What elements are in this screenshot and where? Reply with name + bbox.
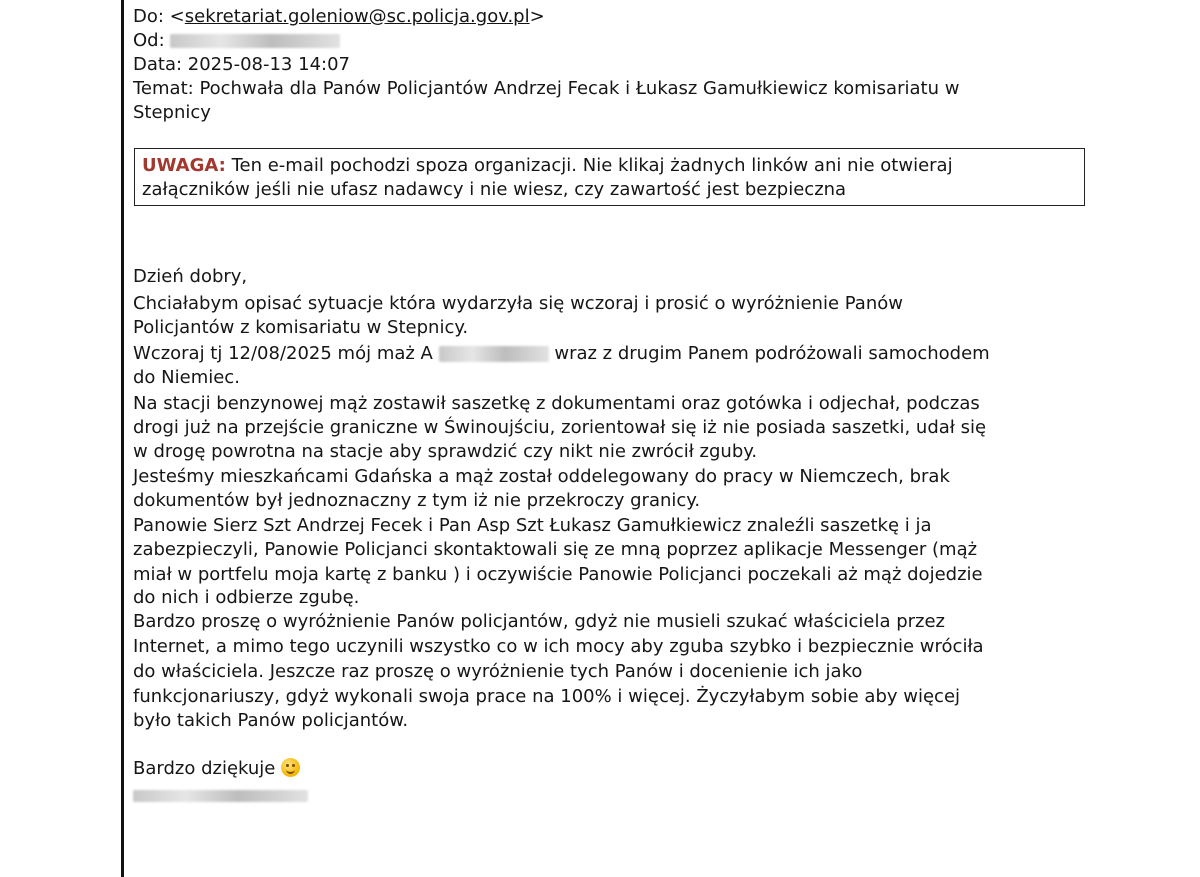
- closing-line: [133, 757, 300, 781]
- body-text: wraz z drugim Panem podróżowali samochodem: [554, 343, 990, 364]
- body-line: Panowie Sierz Szt Andrzej Fecek i Pan Asp Szt Łukasz Gamułkiewicz znaleźli saszetkę i ja: [133, 515, 932, 536]
- body-line: Internet, a mimo tego uczynili wszystko co w ich mocy aby zguba szybko i bezpiecznie wróciła: [133, 636, 984, 657]
- body-line: było takich Panów policjantów.: [133, 710, 409, 731]
- body-text: Wczoraj tj 12/08/2025 mój maż A: [133, 343, 433, 364]
- subject-label: Temat:: [133, 78, 194, 99]
- body-line: do nich i odbierze zgubę.: [133, 587, 360, 608]
- date-label: Data:: [133, 54, 183, 75]
- body-line: do właściciela. Jeszcze raz proszę o wyróżnienie tych Panów i docenienie ich jako: [133, 661, 863, 682]
- warning-text-1: Ten e-mail pochodzi spoza organizacji. Nie klikaj żadnych linków ani nie otwieraj: [231, 155, 953, 176]
- greeting: Dzień dobry,: [133, 266, 248, 287]
- body-line: do Niemiec.: [133, 367, 240, 388]
- external-email-warning: [134, 148, 1085, 206]
- body-line: Bardzo proszę o wyróżnienie Panów policjantów, gdyż nie musieli szukać właściciela przez: [133, 611, 946, 632]
- body-line: dokumentów był jednoznaczny z tym iż nie przekroczy granicy.: [133, 490, 701, 511]
- to-address-link[interactable]: sekretariat.goleniow@sc.policja.gov.pl: [184, 6, 530, 27]
- body-line: Chciałabym opisać sytuacje która wydarzyła się wczoraj i prosić o wyróżnienie Panów: [133, 293, 903, 314]
- from-label: Od:: [133, 30, 165, 51]
- to-line: Do: <sekretariat.goleniow@sc.policja.gov.pl>: [133, 6, 545, 27]
- redacted-signature: [133, 790, 308, 802]
- warning-label: UWAGA:: [142, 155, 226, 176]
- subject-line: [133, 77, 959, 101]
- subject-text-1: Pochwała dla Panów Policjantów Andrzej Fecak i Łukasz Gamułkiewicz komisariatu w: [199, 78, 960, 99]
- body-line: drogi już na przejście graniczne w Świnoujściu, zorientował się iż nie posiada saszetki, udał się: [133, 417, 987, 438]
- warning-line-2: [142, 178, 1084, 202]
- warning-text-2: załączników jeśli nie ufasz nadawcy i nie wiesz, czy zawartość jest bezpieczna: [142, 179, 847, 200]
- body-line: Policjantów z komisariatu w Stepnicy.: [133, 317, 469, 338]
- body-line: funkcjonariuszy, gdyż wykonali swoja prace na 100% i więcej. Życzyłabym sobie aby więcej: [133, 686, 961, 707]
- date-line: [133, 53, 350, 77]
- redacted-sender: [170, 34, 340, 48]
- body-line: Na stacji benzynowej mąż zostawił saszetkę z dokumentami oraz gotówka i odjechał, podczas: [133, 393, 980, 414]
- date-value: 2025-08-13 14:07: [187, 54, 350, 75]
- body-line: miał w portfelu moja kartę z banku ) i oczywiście Panowie Policjanci poczekali aż mąż dojedzie: [133, 564, 983, 585]
- subject-line-continued: [133, 101, 211, 125]
- closing-text: Bardzo dziękuje: [133, 758, 276, 779]
- warning-line-1: [142, 154, 1084, 178]
- left-border: [121, 0, 124, 877]
- smiling-face-icon: [281, 758, 300, 777]
- body-line: w drogę powrotna na stacje aby sprawdzić czy nikt nie zwrócił zguby.: [133, 441, 758, 462]
- body-line-with-redaction: [133, 342, 990, 366]
- from-line: [133, 29, 340, 53]
- redacted-name: [439, 346, 549, 362]
- subject-text-2: Stepnicy: [133, 102, 211, 123]
- body-line: Jesteśmy mieszkańcami Gdańska a mąż został oddelegowany do pracy w Niemczech, brak: [133, 466, 950, 487]
- signature-line: [133, 784, 308, 808]
- to-label: Do:: [133, 6, 164, 27]
- body-line: zabezpieczyli, Panowie Policjanci skontaktowali się ze mną poprzez aplikacje Messenger (mąż: [133, 539, 978, 560]
